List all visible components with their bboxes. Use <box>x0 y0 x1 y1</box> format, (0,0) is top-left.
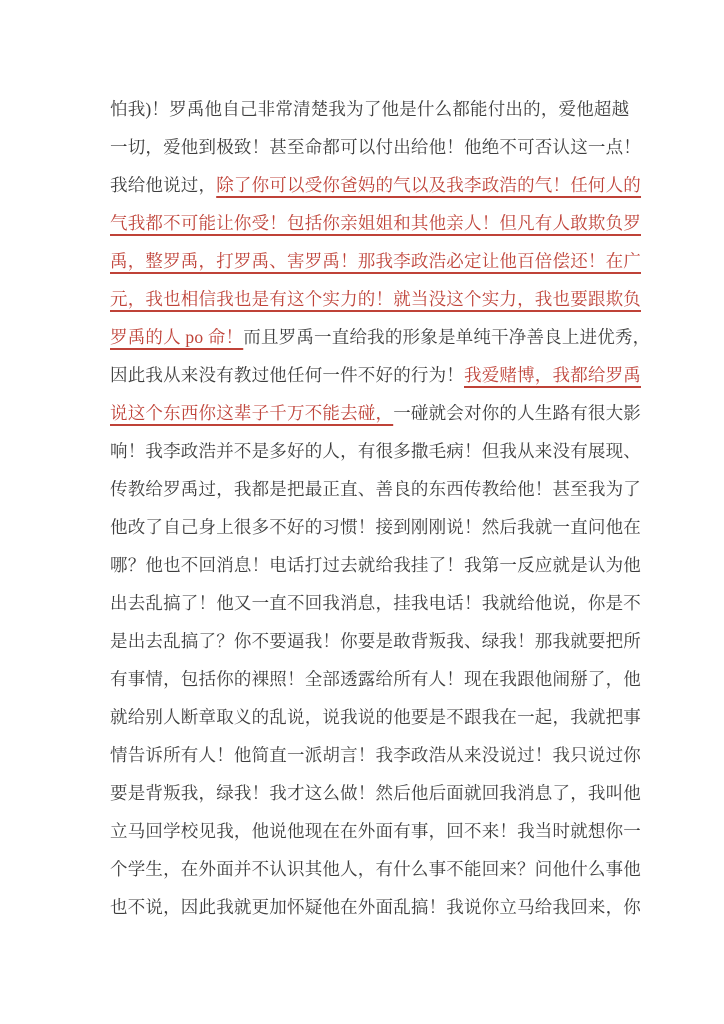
body-text: 出去乱搞了！他又一直不回我消息，挂我电话！我就给他说，你是不 <box>110 593 641 613</box>
body-text: 一切，爱他到极致！甚至命都可以付出给他！他绝不可否认这一点！ <box>110 137 641 157</box>
text-line <box>110 470 641 508</box>
text-line <box>110 660 641 698</box>
text-line <box>110 356 641 394</box>
body-text: 因此我从来没有教过他任何一件不好的行为！ <box>110 365 464 385</box>
text-line <box>110 242 641 280</box>
text-line <box>110 622 641 660</box>
text-line <box>110 280 641 318</box>
body-text: 怕我)！罗禹他自己非常清楚我为了他是什么都能付出的，爱他超越 <box>110 99 630 119</box>
text-line <box>110 128 641 166</box>
body-text: 传教给罗禹过，我都是把最正直、善良的东西传教给他！甚至我为了 <box>110 479 641 499</box>
body-text: 要是背叛我，绿我！我才这么做！然后他后面就回我消息了，我叫他 <box>110 783 641 803</box>
body-text: 有事情，包括你的裸照！全部透露给所有人！现在我跟他闹掰了，他 <box>110 669 641 689</box>
body-text: 他改了自己身上很多不好的习惯！接到刚刚说！然后我就一直问他在 <box>110 517 641 537</box>
red-underlined-text: 罗禹的人 po 命！ <box>110 327 244 347</box>
red-underlined-text: 气我都不可能让你受！包括你亲姐姐和其他亲人！但凡有人敢欺负罗 <box>110 213 641 233</box>
red-underlined-text: 说这个东西你这辈子千万不能去碰， <box>110 403 394 423</box>
text-line <box>110 888 641 926</box>
text-line <box>110 850 641 888</box>
body-text: 响！我李政浩并不是多好的人，有很多撒毛病！但我从来没有展现、 <box>110 441 641 461</box>
body-text: 情告诉所有人！他简直一派胡言！我李政浩从来没说过！我只说过你 <box>110 745 641 765</box>
text-line <box>110 394 642 432</box>
text-line <box>110 736 641 774</box>
body-text: 个学生，在外面并不认识其他人，有什么事不能回来？问他什么事他 <box>110 859 641 879</box>
red-underlined-text: 我爱赌博，我都给罗禹 <box>464 365 641 385</box>
text-line <box>110 318 651 356</box>
body-text: 而且罗禹一直给我的形象是单纯干净善良上进优秀， <box>243 327 651 347</box>
red-underlined-text: 除了你可以受你爸妈的气以及我李政浩的气！任何人的 <box>216 175 642 195</box>
text-line <box>110 698 641 736</box>
text-line <box>110 812 641 850</box>
body-text: 我给他说过， <box>110 175 217 195</box>
red-underlined-text: 禹，整罗禹，打罗禹、害罗禹！那我李政浩必定让他百倍偿还！在广 <box>110 251 641 271</box>
text-line <box>110 584 641 622</box>
body-text: 立马回学校见我，他说他现在在外面有事，回不来！我当时就想你一 <box>110 821 641 841</box>
text-line <box>110 432 641 470</box>
red-underlined-text: 元，我也相信我也是有这个实力的！就当没这个实力，我也要跟欺负 <box>110 289 641 309</box>
body-text: 哪？他也不回消息！电话打过去就给我挂了！我第一反应就是认为他 <box>110 555 641 575</box>
text-line <box>110 546 641 584</box>
document-text <box>110 90 651 926</box>
body-text: 就给别人断章取义的乱说，说我说的他要是不跟我在一起，我就把事 <box>110 707 641 727</box>
text-line <box>110 166 642 204</box>
text-line <box>110 774 641 812</box>
body-text: 一碰就会对你的人生路有很大影 <box>393 403 642 423</box>
text-line <box>110 90 630 128</box>
text-line <box>110 508 641 546</box>
body-text: 也不说，因此我就更加怀疑他在外面乱搞！我说你立马给我回来，你 <box>110 897 641 917</box>
text-line <box>110 204 641 242</box>
body-text: 是出去乱搞了？你不要逼我！你要是敢背叛我、绿我！那我就要把所 <box>110 631 641 651</box>
